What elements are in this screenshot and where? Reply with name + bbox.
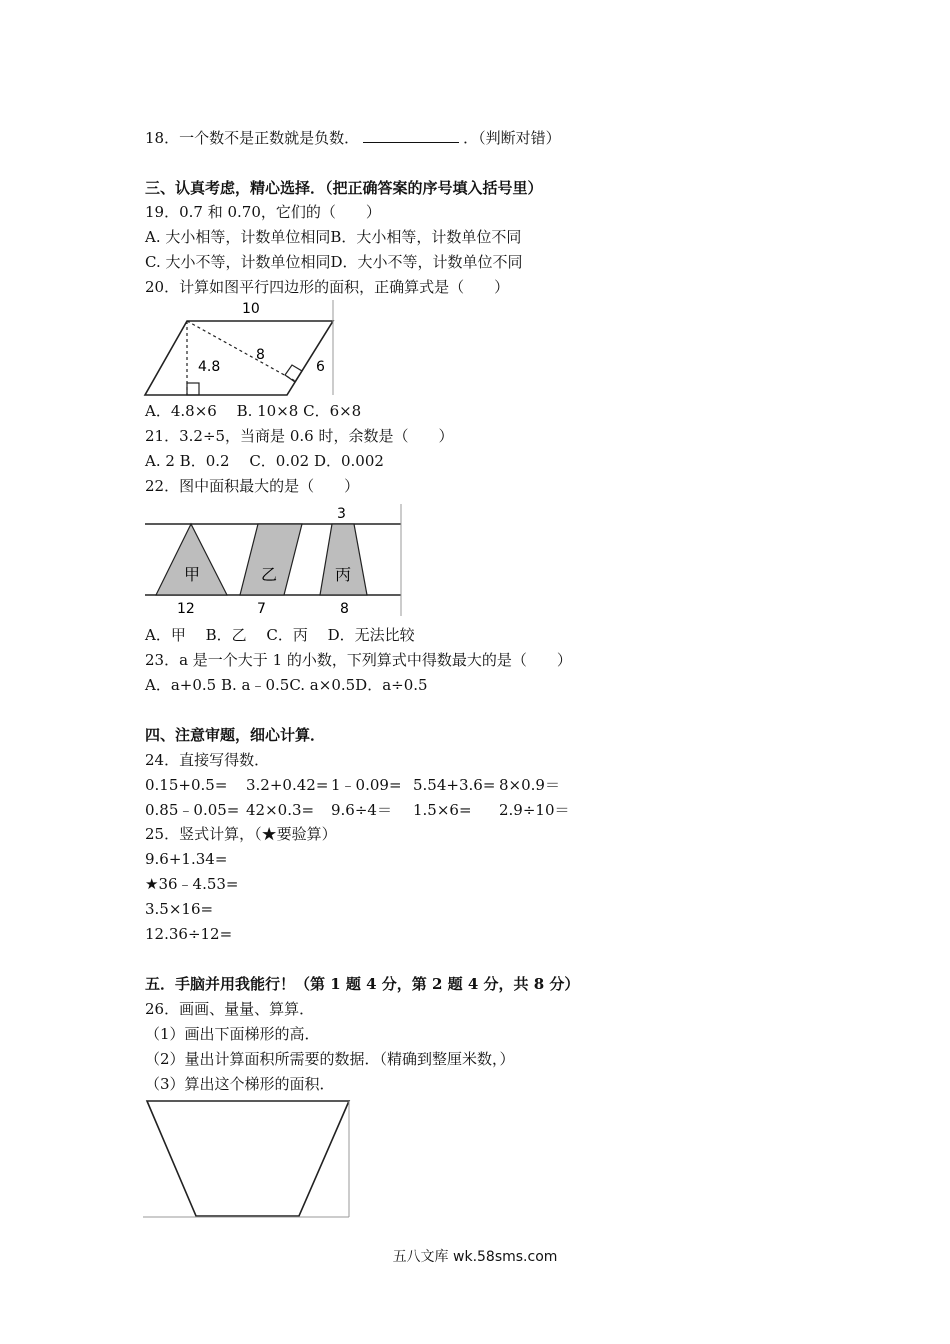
calc-item: 5.54+3.6= (413, 776, 496, 794)
q26-stem: 26．画画、量量、算算． (145, 1000, 315, 1018)
q21-stem: 21．3.2÷5，当商是 0.6 时，余数是（ ） (145, 427, 454, 445)
parallelogram-yi (240, 524, 302, 595)
q22-stem: 22．图中面积最大的是（ ） (145, 477, 360, 495)
q18-line (145, 128, 561, 148)
calc-item: 2.9÷10＝ (499, 801, 570, 819)
label-yi: 乙 (261, 565, 278, 584)
label-top: 10 (242, 301, 260, 317)
q20-parallelogram-figure (140, 298, 340, 398)
q26-part1: （1）画出下面梯形的高． (145, 1025, 320, 1043)
label-bottom-12: 12 (177, 601, 195, 617)
q19-stem: 19．0.7 和 0.70，它们的（ ） (145, 203, 381, 221)
calc-item: 8×0.9＝ (499, 776, 560, 794)
footer-watermark: 五八文库 wk.58sms.com (392, 1249, 558, 1265)
label-height: 4.8 (198, 359, 221, 375)
calc-item: 9.6÷4＝ (331, 801, 392, 819)
q26-part3: （3）算出这个梯形的面积． (145, 1075, 335, 1093)
q25-stem: 25．竖式计算，（★要验算） (145, 825, 337, 843)
q18-tail: ．（判断对错） (463, 129, 561, 147)
q19-options-ab: A. 大小相等，计数单位相同B．大小相等，计数单位不同 (145, 228, 522, 246)
calc-item: 1.5×6= (413, 801, 472, 819)
calc-item: 3.2+0.42= (246, 776, 329, 794)
label-bottom-8: 8 (340, 601, 349, 617)
section5-heading: 五．手脑并用我能行！（第 1 题 4 分，第 2 题 4 分，共 8 分） (145, 975, 580, 993)
calc-item: 0.15+0.5= (145, 776, 228, 794)
q24-row1 (145, 775, 560, 795)
calc-item: 42×0.3= (246, 801, 315, 819)
q25-item-1: 9.6+1.34= (145, 850, 228, 868)
triangle-jia (156, 524, 227, 595)
section4-heading: 四、注意审题，细心计算． (145, 726, 326, 744)
q26-part2: （2）量出计算面积所需要的数据．（精确到整厘米数，） (145, 1050, 515, 1068)
q22-shapes-figure (143, 502, 405, 618)
trapezoid-shape (147, 1101, 349, 1216)
parallelogram-shape (145, 321, 333, 395)
q25-item-4: 12.36÷12= (145, 925, 233, 943)
q22-options: A．甲 B．乙 C．丙 D．无法比较 (145, 626, 415, 644)
calc-item: 0.85﹣0.05= (145, 801, 240, 819)
q18-answer-blank[interactable] (363, 128, 459, 143)
q18-text: 18．一个数不是正数就是负数． (145, 129, 360, 147)
q21-options: A. 2 B．0.2 C．0.02 D．0.002 (145, 452, 384, 470)
q20-stem: 20．计算如图平行四边形的面积，正确算式是（ ） (145, 278, 510, 296)
q23-options: A．a+0.5 B. a﹣0.5C. a×0.5D．a÷0.5 (145, 676, 428, 694)
section3-heading: 三、认真考虑，精心选择．（把正确答案的序号填入括号里） (145, 179, 543, 197)
label-top-3: 3 (337, 506, 346, 522)
q20-options: A．4.8×6 B. 10×8 C．6×8 (145, 402, 362, 420)
q23-stem: 23．a 是一个大于 1 的小数，下列算式中得数最大的是（ ） (145, 651, 572, 669)
label-jia: 甲 (184, 565, 201, 584)
q24-stem: 24．直接写得数． (145, 751, 270, 769)
calc-item: 1﹣0.09= (331, 776, 402, 794)
trapezoid-bing (320, 524, 367, 595)
right-angle-mark (187, 383, 199, 395)
q26-trapezoid-figure (142, 1098, 354, 1220)
q24-row2 (145, 800, 570, 820)
label-bing: 丙 (335, 565, 352, 584)
q25-item-3: 3.5×16= (145, 900, 214, 918)
label-diagonal: 8 (256, 347, 265, 363)
label-side: 6 (316, 359, 325, 375)
q25-item-2: ★36﹣4.53= (145, 875, 239, 893)
q19-options-cd: C. 大小不等，计数单位相同D．大小不等，计数单位不同 (145, 253, 523, 271)
label-bottom-7: 7 (257, 601, 266, 617)
